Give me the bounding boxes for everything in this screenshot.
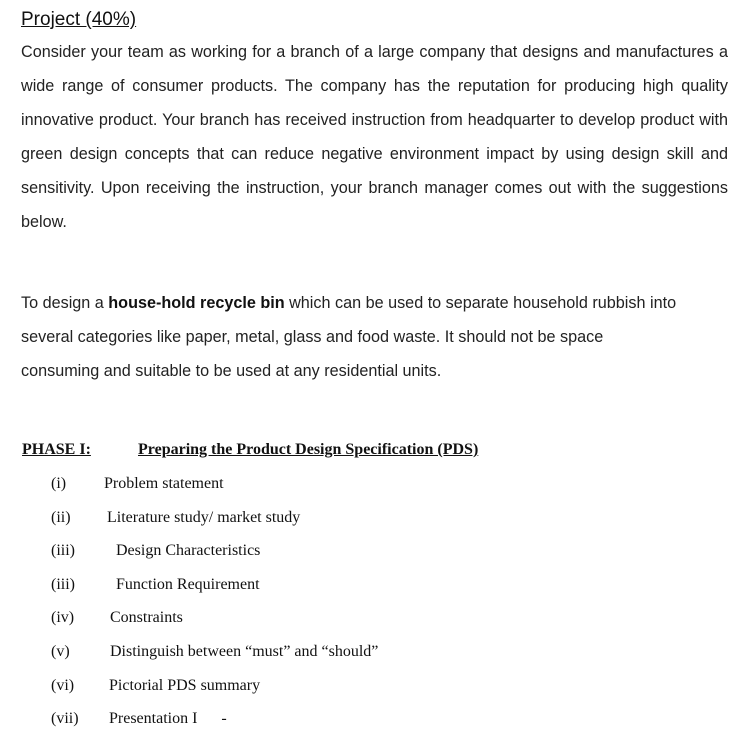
list-item-text: Pictorial PDS summary [109,677,261,694]
task-text-after: which can be used to separate household rubbish into several categories like paper, metal, glass and food waste. It should not be space consuming and suitable to be used at any residential units. [21,294,677,380]
list-item-text: Presentation I - [109,710,227,727]
list-item-number: (ii) [51,509,71,526]
intro-paragraph: Consider your team as working for a branch of a large company that designs and manufactures a wide range of consumer products. The company has the reputation for producing high quality innovative product. Your branch has received instruction from headquarter to develop product with green design concepts that can reduce negative environment impact by using design skill and sensitivity. Upon receiving the instruction, your branch manager comes out with the suggestions below. [21,43,728,231]
list-item-number: (vii) [51,710,79,727]
phase-label: PHASE I: [22,441,91,458]
list-item-text: Distinguish between “must” and “should” [110,643,379,660]
list-item-text: Design Characteristics [116,542,261,559]
list-item-text: Function Requirement [116,576,260,593]
list-item-text: Constraints [110,609,183,626]
page-title: Project (40%) [21,9,137,30]
list-item-text: Literature study/ market study [107,509,301,526]
list-item-text: Problem statement [104,475,224,492]
phase-title: Preparing the Product Design Specification (PDS) [138,441,479,458]
list-item-number: (iii) [51,576,75,593]
task-product-name: house-hold recycle bin [108,294,285,312]
list-item-number: (i) [51,475,67,492]
task-text-before: To design a [21,294,109,312]
list-item-number: (iii) [51,542,75,559]
list-item-number: (iv) [51,609,75,626]
list-item-number: (vi) [51,677,75,694]
list-item-number: (v) [51,643,70,660]
